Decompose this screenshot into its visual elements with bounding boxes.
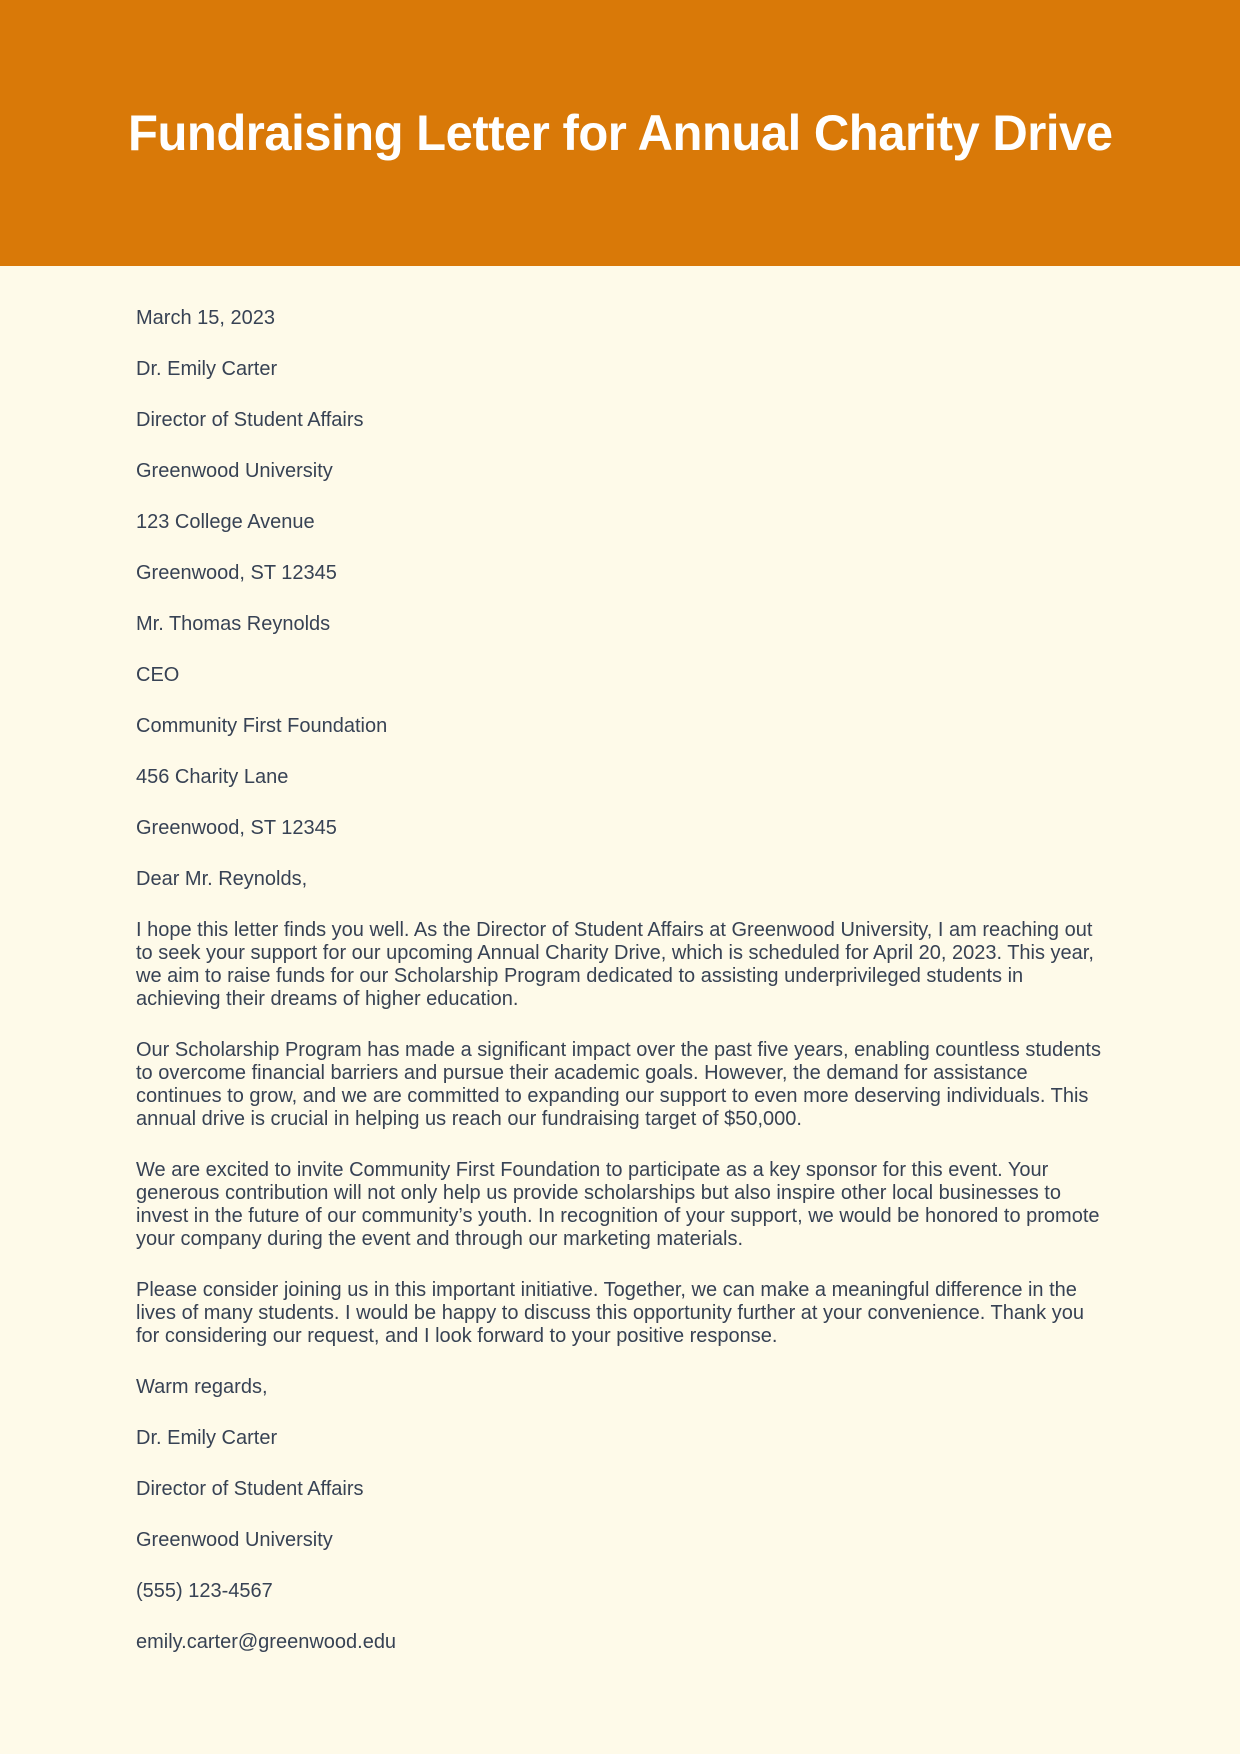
signature-title: Director of Student Affairs <box>136 1478 364 1500</box>
recipient-street: 456 Charity Lane <box>136 766 289 788</box>
paragraph-3: We are excited to invite Community First Foundation to participate as a key sponsor for this event. Your generous contribution will not only help us provide scholarships but also inspire other local businesses to invest in the future of our community’s youth. In recognition of your support, we would be honored to promote your company during the event and through our marketing materials. <box>136 1159 1100 1250</box>
signature-block <box>136 1427 1110 1654</box>
signature-email: emily.carter@greenwood.edu <box>136 1631 397 1653</box>
recipient-name: Mr. Thomas Reynolds <box>136 613 331 635</box>
closing: Warm regards, <box>136 1376 268 1398</box>
recipient-city: Greenwood, ST 12345 <box>136 817 337 839</box>
sender-name: Dr. Emily Carter <box>136 358 278 380</box>
recipient-block <box>136 613 1110 840</box>
sender-organization: Greenwood University <box>136 460 333 482</box>
letter-date: March 15, 2023 <box>136 307 275 329</box>
sender-title: Director of Student Affairs <box>136 409 364 431</box>
letter-body <box>0 266 1240 1654</box>
title-banner <box>0 0 1240 266</box>
signature-phone: (555) 123-4567 <box>136 1580 273 1602</box>
signature-name: Dr. Emily Carter <box>136 1427 278 1449</box>
page-title: Fundraising Letter for Annual Charity Drive <box>127 105 1113 161</box>
recipient-title: CEO <box>136 664 180 686</box>
paragraph-1: I hope this letter finds you well. As the Director of Student Affairs at Greenwood University, I am reaching out to seek your support for our upcoming Annual Charity Drive, which is scheduled for April 20, 2023. This year, we aim to raise funds for our Scholarship Program dedicated to assisting underprivileged students in achieving their dreams of higher education. <box>136 919 1094 1010</box>
sender-city: Greenwood, ST 12345 <box>136 562 337 584</box>
paragraph-4: Please consider joining us in this important initiative. Together, we can make a meaningful difference in the lives of many students. I would be happy to discuss this opportunity further at your convenience. Thank you for considering our request, and I look forward to your positive response. <box>136 1279 1084 1347</box>
salutation: Dear Mr. Reynolds, <box>136 868 308 890</box>
signature-organization: Greenwood University <box>136 1529 333 1551</box>
sender-street: 123 College Avenue <box>136 511 315 533</box>
paragraph-2: Our Scholarship Program has made a significant impact over the past five years, enabling countless students to overcome financial barriers and pursue their academic goals. However, the demand for assistance continues to grow, and we are committed to expanding our support to even more deserving individuals. This annual drive is crucial in helping us reach our fundraising target of $50,000. <box>136 1039 1101 1130</box>
recipient-organization: Community First Foundation <box>136 715 388 737</box>
sender-block <box>136 358 1110 585</box>
